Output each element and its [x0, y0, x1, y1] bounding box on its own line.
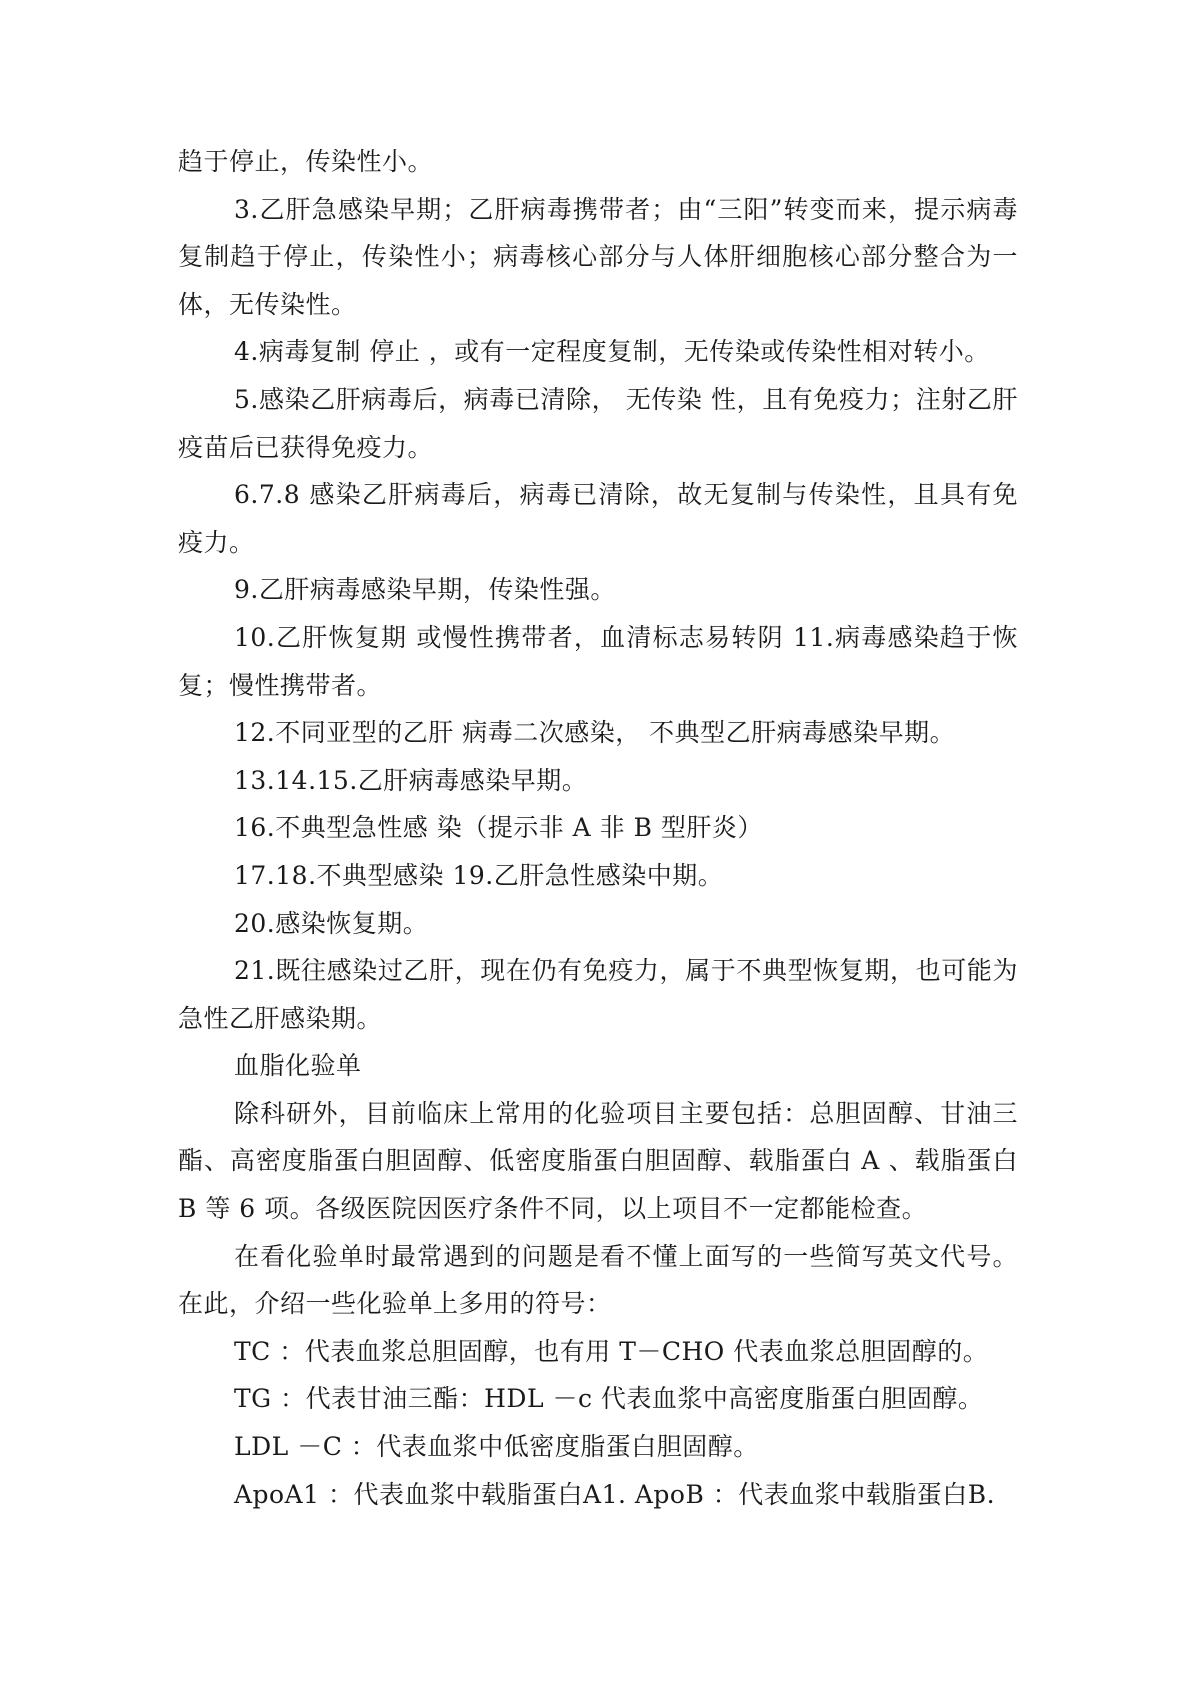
paragraph-18: TG ：代表甘油三酯：HDL －c 代表血浆中高密度脂蛋白胆固醇。: [234, 1384, 984, 1414]
paragraph-4: 5.感染乙肝病毒后，病毒已清除， 无传染 性，且有免疫力；注射乙肝疫苗后已获得免疫力。: [178, 384, 1018, 462]
paragraph-9: 13.14.15.乙肝病毒感染早期。: [234, 765, 588, 795]
paragraph-10: 16.不典型急性感 染（提示非 A 非 B 型肝炎）: [234, 813, 763, 843]
paragraph-20: ApoA1 ：代表血浆中载脂蛋白A1. ApoB ：代表血浆中载脂蛋白B.: [234, 1479, 996, 1509]
paragraph-5: 6.7.8 感染乙肝病毒后，病毒已清除，故无复制与传染性，且具有免疫力。: [178, 480, 1018, 557]
paragraph-15: 除科研外，目前临床上常用的化验项目主要包括：总胆固醇、甘油三酯、高密度脂蛋白胆固醇、低密度脂蛋白胆固醇、载脂蛋白 A 、载脂蛋白 B 等 6 项。各级医院因医疗条件不同，以上项目不一定都能检查。: [178, 1098, 1018, 1224]
paragraph-19: LDL －C ：代表血浆中低密度脂蛋白胆固醇。: [234, 1432, 759, 1462]
paragraph-8: 12.不同亚型的乙肝 病毒二次感染， 不典型乙肝病毒感染早期。: [234, 718, 956, 748]
paragraph-16: 在看化验单时最常遇到的问题是看不懂上面写的一些简写英文代号。在此，介绍一些化验单上多用的符号：: [178, 1241, 1018, 1319]
paragraph-3: 4.病毒复制 停止 ，或有一定程度复制，无传染或传染性相对转小。: [234, 337, 990, 367]
document-body: [178, 138, 1018, 1518]
paragraph-13: 21.既往感染过乙肝，现在仍有免疫力，属于不典型恢复期，也可能为急性乙肝感染期。: [178, 956, 1018, 1033]
paragraph-12: 20.感染恢复期。: [234, 908, 429, 938]
paragraph-17: TC ：代表血浆总胆固醇，也有用 T－CHO 代表血浆总胆固醇的。: [234, 1336, 989, 1366]
section-heading-lipid-report: 血脂化验单: [234, 1051, 362, 1081]
paragraph-2: 3.乙肝急感染早期；乙肝病毒携带者；由“三阳”转变而来，提示病毒复制趋于停止，传染性小；病毒核心部分与人体肝细胞核心部分整合为一体，无传染性。: [178, 194, 1018, 319]
paragraph-11: 17.18.不典型感染 19.乙肝急性感染中期。: [234, 860, 724, 890]
paragraph-1: 趋于停止，传染性小。: [178, 147, 434, 176]
paragraph-7: 10.乙肝恢复期 或慢性携带者，血清标志易转阴 11.病毒感染趋于恢复；慢性携带者。: [178, 622, 1018, 700]
paragraph-6: 9.乙肝病毒感染早期，传染性强。: [234, 575, 616, 605]
